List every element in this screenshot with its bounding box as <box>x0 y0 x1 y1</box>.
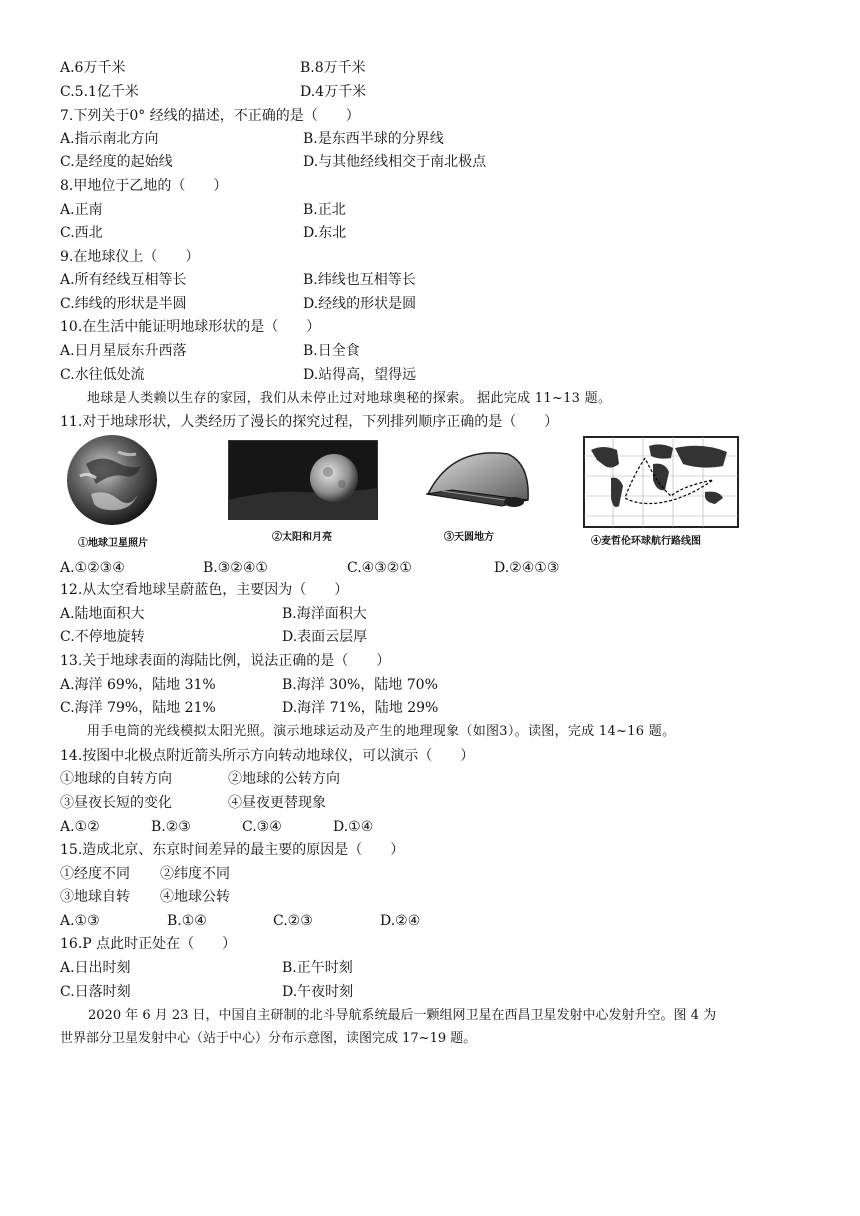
q10-stem: 10.在生活中能证明地球形状的是（ ） <box>60 319 321 335</box>
q8-option-d: D.东北 <box>303 225 347 241</box>
figure-caption-4: ④麦哲伦环球航行路线图 <box>591 536 701 547</box>
q11-option-d: D.②④①③ <box>494 560 560 576</box>
q13-option-a: A.海洋 69%，陆地 31% <box>60 677 216 693</box>
q16-stem: 16.P 点此时正处在（ ） <box>60 936 237 952</box>
q14-option-a: A.①② <box>60 819 100 835</box>
q12-option-c: C.不停地旋转 <box>60 629 145 645</box>
q6-option-b: B.8万千米 <box>300 60 366 76</box>
q12-option-a: A.陆地面积大 <box>60 606 145 622</box>
q13-stem: 13.关于地球表面的海陆比例，说法正确的是（ ） <box>60 653 391 669</box>
q15-option-b: B.①④ <box>167 913 207 929</box>
earth-photo-image <box>66 434 158 526</box>
q7-stem: 7.下列关于0° 经线的描述，不正确的是（ ） <box>60 108 360 124</box>
intro-11-13: 地球是人类赖以生存的家园，我们从未停止过对地球奥秘的探索。 据此完成 11~13 题。 <box>87 391 612 406</box>
q10-option-b: B.日全食 <box>303 343 360 359</box>
q15-statement-4: ④地球公转 <box>160 889 230 905</box>
figure-round-heaven-square-earth <box>422 444 534 543</box>
figure-sun-and-moon <box>228 440 378 543</box>
q6-option-c: C.5.1亿千米 <box>60 84 139 100</box>
q9-stem: 9.在地球仪上（ ） <box>60 249 200 265</box>
world-map-image <box>583 436 739 528</box>
q11-option-b: B.③②④① <box>203 560 268 576</box>
q15-option-a: A.①③ <box>60 913 100 929</box>
q7-option-b: B.是东西半球的分界线 <box>303 131 444 147</box>
intro-17-19-line-2: 世界部分卫星发射中心（站于中心）分布示意图，读图完成 17~19 题。 <box>60 1031 477 1046</box>
q11-option-c: C.④③②① <box>347 560 412 576</box>
q15-option-d: D.②④ <box>380 913 421 929</box>
q7-option-c: C.是经度的起始线 <box>60 154 173 170</box>
sun-moon-image <box>228 440 378 520</box>
figure-magellan-route-map <box>583 436 739 547</box>
q14-statement-2: ②地球的公转方向 <box>228 771 340 787</box>
q14-option-d: D.①④ <box>333 819 374 835</box>
intro-17-19-line-1: 2020 年 6 月 23 日，中国自主研制的北斗导航系统最后一颗组网卫星在西昌卫星发射中心发射升空。图 4 为 <box>88 1008 717 1023</box>
q7-option-a: A.指示南北方向 <box>60 131 159 147</box>
q14-statement-4: ④昼夜更替现象 <box>228 795 326 811</box>
q7-option-d: D.与其他经线相交于南北极点 <box>303 154 487 170</box>
q9-option-b: B.纬线也互相等长 <box>303 272 416 288</box>
q15-statement-2: ②纬度不同 <box>160 866 230 882</box>
q14-stem: 14.按图中北极点附近箭头所示方向转动地球仪，可以演示（ ） <box>60 748 475 764</box>
q15-statement-3: ③地球自转 <box>60 889 130 905</box>
q12-option-b: B.海洋面积大 <box>282 606 367 622</box>
q16-option-c: C.日落时刻 <box>60 984 131 1000</box>
q8-option-a: A.正南 <box>60 202 103 218</box>
q13-option-c: C.海洋 79%，陆地 21% <box>60 700 216 716</box>
figure-caption-3: ③天圆地方 <box>444 532 494 543</box>
q12-option-d: D.表面云层厚 <box>282 629 368 645</box>
q11-option-a: A.①②③④ <box>60 560 125 576</box>
q12-stem: 12.从太空看地球呈蔚蓝色，主要因为（ ） <box>60 582 349 598</box>
dome-image <box>422 444 534 524</box>
q8-option-c: C.西北 <box>60 225 103 241</box>
q16-option-b: B.正午时刻 <box>282 960 353 976</box>
q9-option-a: A.所有经线互相等长 <box>60 272 187 288</box>
q10-option-a: A.日月星辰东升西落 <box>60 343 187 359</box>
q9-option-d: D.经线的形状是圆 <box>303 296 417 312</box>
q8-option-b: B.正北 <box>303 202 346 218</box>
q14-option-b: B.②③ <box>151 819 191 835</box>
q11-stem: 11.对于地球形状，人类经历了漫长的探究过程，下列排列顺序正确的是（ ） <box>60 414 559 430</box>
q15-stem: 15.造成北京、东京时间差异的最主要的原因是（ ） <box>60 842 405 858</box>
q15-statement-1: ①经度不同 <box>60 866 130 882</box>
q9-option-c: C.纬线的形状是半圆 <box>60 296 187 312</box>
q15-option-c: C.②③ <box>273 913 313 929</box>
q13-option-b: B.海洋 30%，陆地 70% <box>282 677 438 693</box>
q14-statement-1: ①地球的自转方向 <box>60 771 172 787</box>
figure-caption-2: ②太阳和月亮 <box>272 532 332 543</box>
q14-statement-3: ③昼夜长短的变化 <box>60 795 172 811</box>
q8-stem: 8.甲地位于乙地的（ ） <box>60 178 228 194</box>
q6-option-d: D.4万千米 <box>300 84 367 100</box>
q14-option-c: C.③④ <box>242 819 282 835</box>
figure-caption-1: ①地球卫星照片 <box>78 538 148 549</box>
q6-option-a: A.6万千米 <box>60 60 126 76</box>
intro-14-16: 用手电筒的光线模拟太阳光照。演示地球运动及产生的地理现象（如图3）。读图，完成 14~16 题。 <box>87 724 676 739</box>
q16-option-d: D.午夜时刻 <box>282 984 354 1000</box>
q10-option-d: D.站得高，望得远 <box>303 367 417 383</box>
figure-earth-satellite-photo <box>66 434 158 549</box>
q13-option-d: D.海洋 71%，陆地 29% <box>282 700 439 716</box>
q10-option-c: C.水往低处流 <box>60 367 145 383</box>
q16-option-a: A.日出时刻 <box>60 960 131 976</box>
